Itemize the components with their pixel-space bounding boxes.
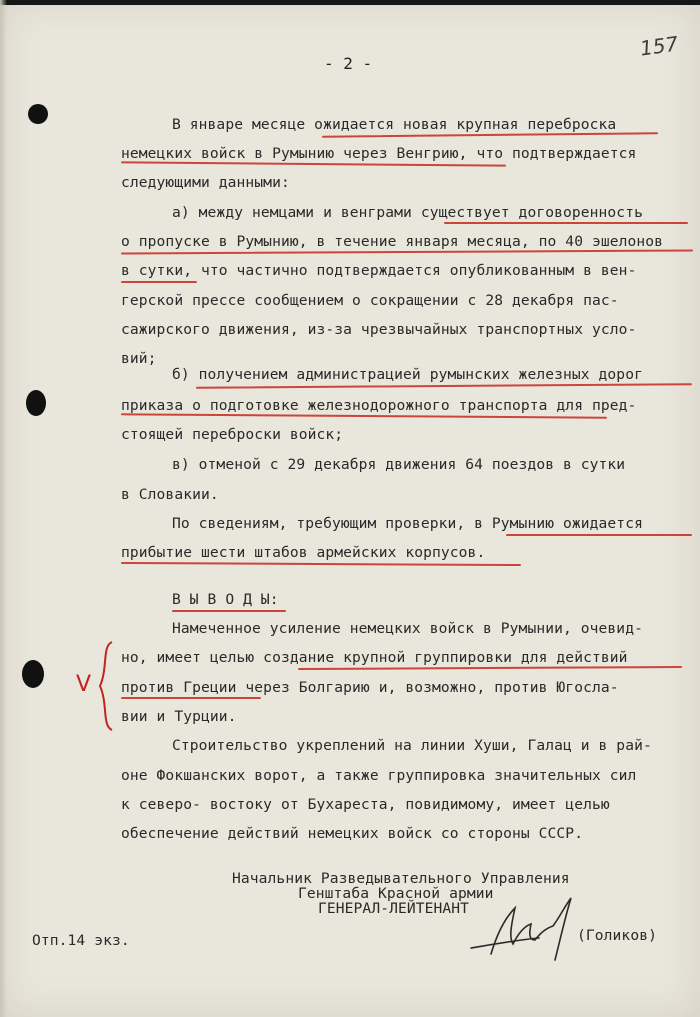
copies-note: Отп.14 экз. — [32, 932, 130, 949]
punch-hole-1 — [28, 104, 48, 124]
margin-checkmark: V — [76, 672, 92, 697]
red-underline — [121, 562, 521, 566]
text-line-20: против Греции через Болгарию и, возможно, против Югосла- — [121, 679, 619, 696]
text-line-18: Намеченное усиление немецких войск в Румынии, очевид- — [172, 620, 643, 637]
text-line-8: сажирского движения, из-за чрезвычайных транспортных усло- — [121, 321, 637, 338]
text-line-22: Строительство укреплений на линии Хуши, Галац и в рай- — [172, 737, 652, 754]
signer-name: (Голиков) — [577, 927, 657, 944]
scan-top-edge — [0, 0, 700, 5]
red-underline — [196, 383, 692, 389]
text-line-10: б) получением администрацией румынских железных дорог — [172, 366, 643, 383]
signature-title-line-2: Генштаба Красной армии — [298, 885, 494, 902]
red-underline — [506, 534, 692, 536]
punch-hole-3 — [22, 660, 44, 688]
text-line-24: к северо- востоку от Бухареста, повидимому, имеет целью — [121, 796, 610, 813]
signature-title-line-3: ГЕНЕРАЛ-ЛЕЙТЕНАНТ — [318, 900, 470, 917]
text-line-16: прибытие шести штабов армейских корпусов. — [121, 544, 486, 561]
text-line-4: а) между немцами и венграми существует договоренность — [172, 204, 643, 221]
red-underline — [121, 697, 261, 699]
text-line-15: По сведениям, требующим проверки, в Румынию ожидается — [172, 515, 643, 532]
text-line-9: вий; — [121, 350, 157, 367]
red-underline — [121, 281, 197, 283]
handwritten-signature — [465, 888, 580, 968]
page-number: - 2 - — [324, 54, 373, 73]
text-line-19: но, имеет целью создание крупной группировки для действий — [121, 649, 628, 666]
text-line-3: следующими данными: — [121, 174, 290, 191]
text-line-7: герской прессе сообщением о сокращении с 28 декабря пас- — [121, 292, 619, 309]
text-line-25: обеспечение действий немецких войск со стороны СССР. — [121, 825, 584, 842]
text-line-5: о пропуске в Румынию, в течение января месяца, по 40 эшелонов — [121, 233, 664, 250]
text-line-1: В январе месяце ожидается новая крупная переброска — [172, 116, 617, 133]
text-line-13: в) отменой с 29 декабря движения 64 поездов в сутки — [172, 456, 626, 473]
text-line-11: приказа о подготовке железнодорожного транспорта для пред- — [121, 397, 637, 414]
punch-hole-2 — [26, 390, 46, 416]
scan-left-edge — [0, 0, 7, 1017]
text-line-14: в Словакии. — [121, 486, 219, 503]
red-underline — [444, 222, 688, 224]
text-line-12: стоящей переброски войск; — [121, 426, 344, 443]
section-heading-conclusions: В Ы В О Д Ы: — [172, 591, 279, 608]
signature-title-line-1: Начальник Разведывательного Управления — [232, 870, 570, 887]
archive-number: 157 — [638, 31, 680, 61]
red-underline — [172, 610, 286, 612]
text-line-21: вии и Турции. — [121, 708, 237, 725]
red-margin-brace-icon — [96, 640, 116, 732]
text-line-2: немецких войск в Румынию через Венгрию, что подтверждается — [121, 145, 637, 162]
text-line-6: в сутки, что частично подтверждается опубликованным в вен- — [121, 262, 637, 279]
text-line-23: оне Фокшанских ворот, а также группировка значительных сил — [121, 767, 637, 784]
